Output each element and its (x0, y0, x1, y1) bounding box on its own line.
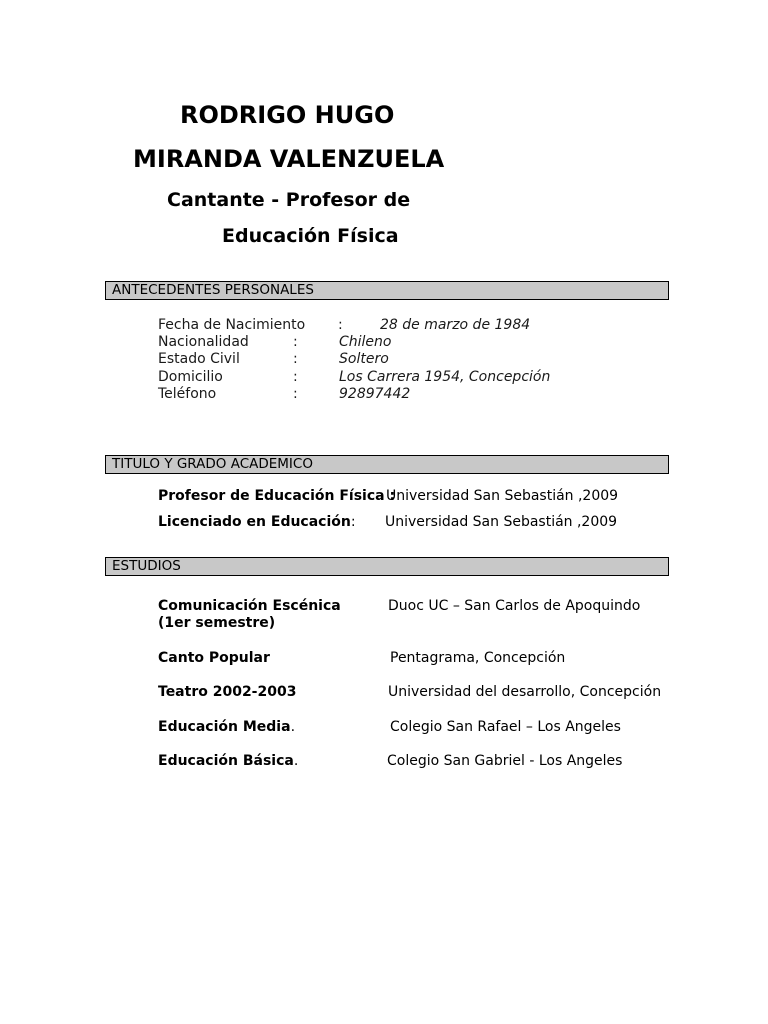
titulo-degree-value: Universidad San Sebastián ,2009 (386, 488, 619, 504)
estudios-primary-suffix: . (293, 753, 299, 769)
section-header-estudios: ESTUDIOS (105, 557, 669, 576)
estudios-row-4-label (158, 719, 295, 735)
estudios-row-5-label (158, 753, 298, 769)
personal-label-birthdate: Fecha de Nacimiento (158, 317, 306, 333)
personal-sep-nationality: : (293, 334, 298, 350)
estudios-communication-label: Comunicación Escénica (158, 598, 341, 614)
titulo-row-1-label (158, 488, 395, 504)
titulo-license-label: Licenciado en Educación (158, 514, 351, 530)
estudios-row-1-label (158, 598, 341, 614)
personal-label-civil-status: Estado Civil (158, 351, 240, 367)
estudios-theatre-label: Teatro 2002-2003 (158, 684, 297, 700)
estudios-communication-label-2: (1er semestre) (158, 615, 276, 631)
name-line-1: RODRIGO HUGO (180, 101, 395, 129)
estudios-secondary-value: Colegio San Rafael – Los Angeles (390, 719, 621, 735)
titulo-row-2-label (158, 514, 356, 530)
titulo-license-value: Universidad San Sebastián ,2009 (385, 514, 618, 530)
section-header-personal: ANTECEDENTES PERSONALES (105, 281, 669, 300)
personal-label-phone: Teléfono (158, 386, 217, 402)
estudios-singing-label: Canto Popular (158, 650, 270, 666)
personal-sep-civil-status: : (293, 351, 298, 367)
personal-label-address: Domicilio (158, 369, 223, 385)
estudios-primary-label: Educación Básica (158, 753, 294, 769)
section-header-titulo: TITULO Y GRADO ACADEMICO (105, 455, 669, 474)
personal-value-birthdate: 28 de marzo de 1984 (380, 317, 531, 333)
estudios-row-3-label (158, 684, 296, 700)
estudios-communication-value: Duoc UC – San Carlos de Apoquindo (388, 598, 641, 614)
personal-value-nationality: Chileno (339, 334, 392, 350)
estudios-singing-value: Pentagrama, Concepción (390, 650, 566, 666)
personal-sep-birthdate: : (338, 317, 343, 333)
estudios-secondary-suffix: . (290, 719, 296, 735)
personal-value-address: Los Carrera 1954, Concepción (339, 369, 551, 385)
name-line-2: MIRANDA VALENZUELA (133, 145, 445, 173)
personal-label-nationality: Nacionalidad (158, 334, 249, 350)
estudios-row-2-label (158, 650, 270, 666)
personal-sep-address: : (293, 369, 298, 385)
profession-line-2: Educación Física (222, 225, 399, 247)
personal-sep-phone: : (293, 386, 298, 402)
titulo-license-suffix: : (350, 514, 356, 530)
estudios-primary-value: Colegio San Gabriel - Los Angeles (387, 753, 623, 769)
estudios-secondary-label: Educación Media (158, 719, 291, 735)
estudios-theatre-value: Universidad del desarrollo, Concepción (388, 684, 662, 700)
profession-line-1: Cantante - Profesor de (167, 189, 411, 211)
personal-value-civil-status: Soltero (339, 351, 389, 367)
personal-value-phone: 92897442 (339, 386, 411, 402)
titulo-degree-label: Profesor de Educación Física : (158, 488, 396, 504)
